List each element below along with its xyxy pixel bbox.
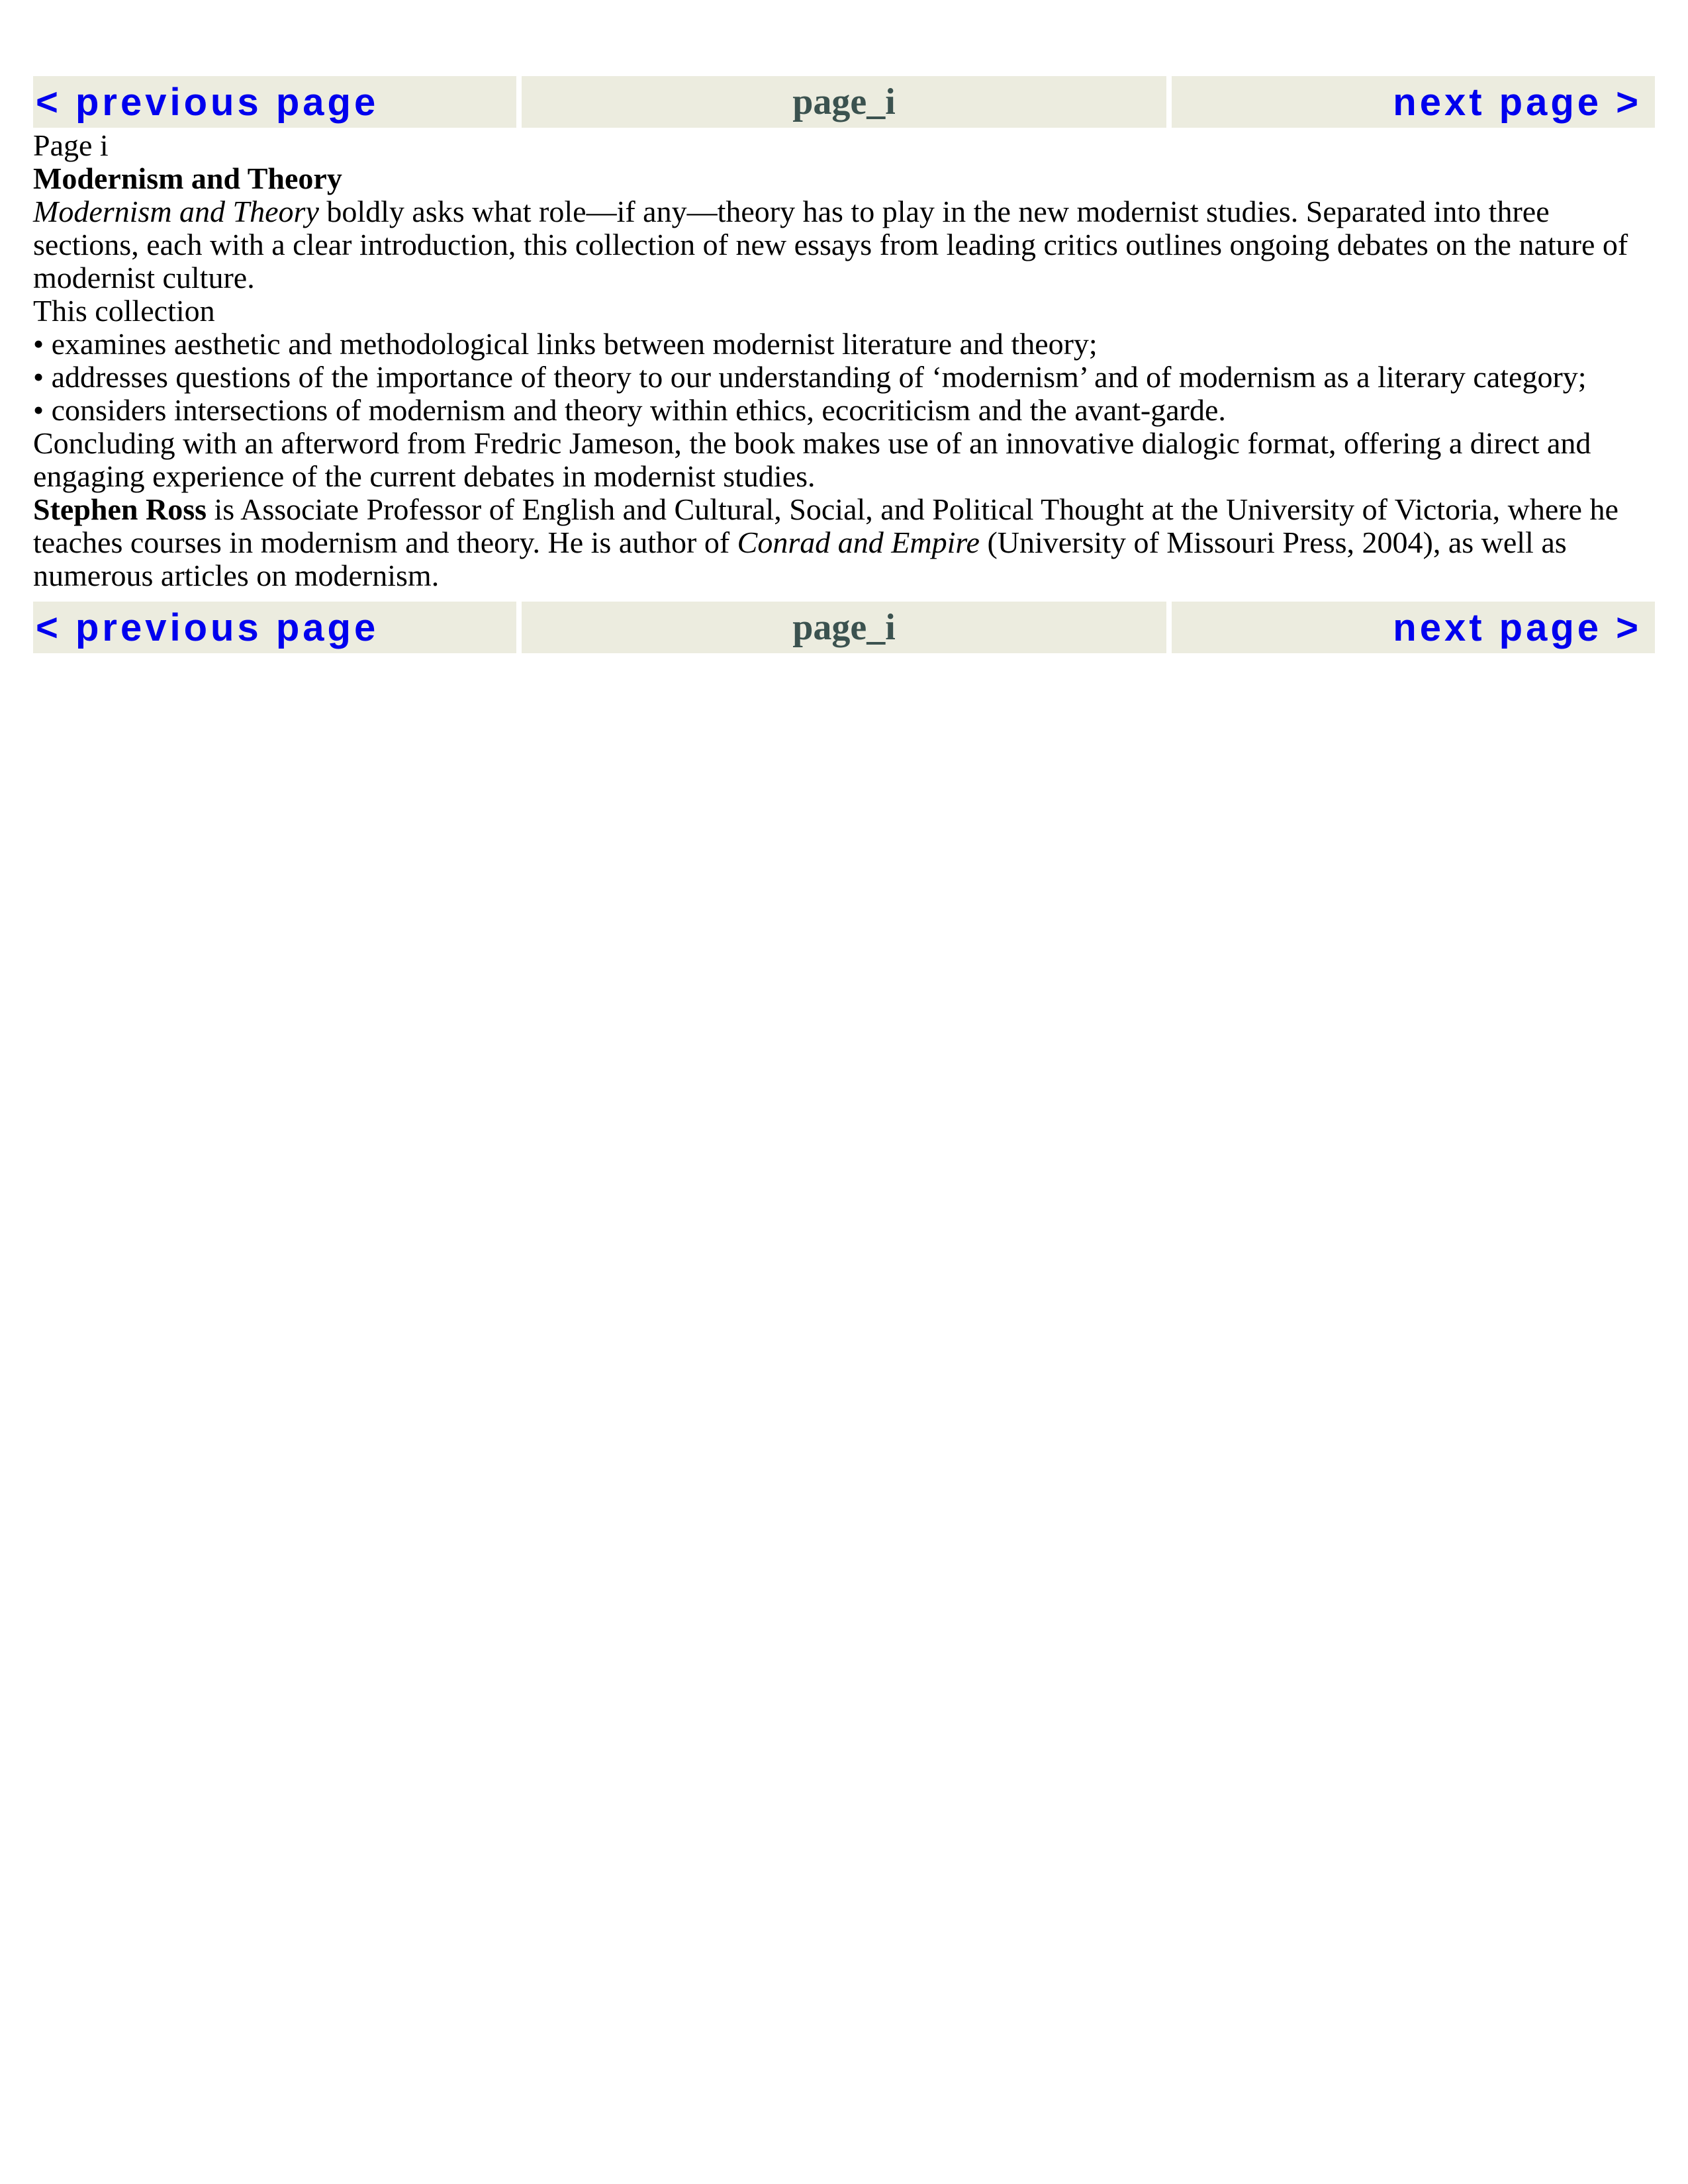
bullet-item: • considers intersections of modernism and theory within ethics, ecocriticism and the avant-garde. [33, 393, 1226, 427]
top-previous-page-link[interactable]: < previous page [36, 80, 379, 124]
author-bio-paragraph [33, 493, 1655, 592]
bottom-next-page-link[interactable]: next page > [1393, 606, 1642, 649]
page-label: Page i [33, 128, 109, 162]
author-bio-text-end: (University of Missouri Press, 2004), as well as numerous articles on modernism. [33, 525, 1567, 592]
top-next-page-link[interactable]: next page > [1393, 80, 1642, 124]
author-name: Stephen Ross [33, 492, 207, 526]
page-content [33, 128, 1655, 602]
collection-heading: This collection [33, 294, 215, 328]
bullet-item: • examines aesthetic and methodological links between modernist literature and theory; [33, 327, 1098, 361]
page-container [33, 76, 1655, 653]
author-book-title: Conrad and Empire [737, 525, 980, 559]
bottom-prev-cell [33, 602, 516, 653]
top-navigation-bar [33, 76, 1655, 128]
intro-paragraph [33, 195, 1655, 295]
intro-book-title: Modernism and Theory [33, 195, 319, 228]
top-next-cell [1172, 76, 1655, 128]
intro-text: boldly asks what role—if any—theory has to play in the new modernist studies. Separated into three sections, each with a clear introduction, this collection of new essays from leading critics outlines ongoing debates on the nature of modernist culture. [33, 195, 1628, 295]
top-prev-cell [33, 76, 516, 128]
top-page-name-cell [522, 76, 1166, 128]
bottom-navigation-bar [33, 602, 1655, 653]
bottom-next-cell [1172, 602, 1655, 653]
book-title: Modernism and Theory [33, 161, 342, 195]
bottom-page-name-cell [522, 602, 1166, 653]
bottom-page-name: page_i [792, 607, 896, 648]
bullet-item: • addresses questions of the importance of theory to our understanding of ‘modernism’ and of modernism as a literary category; [33, 360, 1587, 394]
concluding-paragraph: Concluding with an afterword from Fredric Jameson, the book makes use of an innovative dialogic format, offering a direct and engaging experience of the current debates in modernist studies. [33, 426, 1591, 493]
bottom-previous-page-link[interactable]: < previous page [36, 606, 379, 649]
top-page-name: page_i [792, 81, 896, 122]
author-bio-text: is Associate Professor of English and Cultural, Social, and Political Thought at the University of Victoria, where he teaches courses in modernism and theory. He is author of [33, 492, 1618, 559]
